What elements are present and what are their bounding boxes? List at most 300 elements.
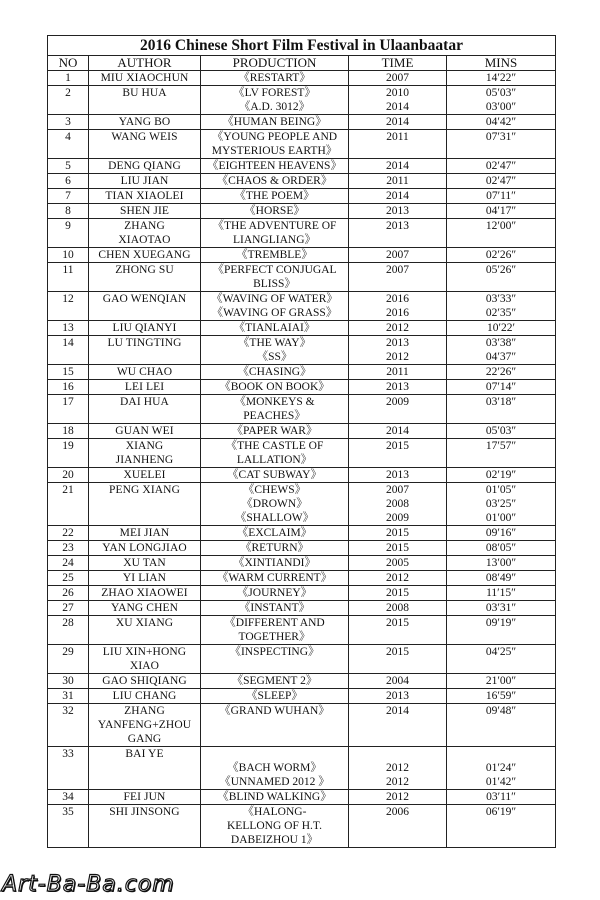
cell-time-line: 2005 <box>386 557 409 569</box>
cell-time-line: 2007 <box>386 484 409 496</box>
cell-author-line: CHEN XUEGANG <box>98 249 191 261</box>
cell-production-line: 《CHASING》 <box>237 366 312 378</box>
cell-no: 23 <box>48 541 89 556</box>
cell-no: 15 <box>48 365 89 380</box>
cell-production <box>201 204 349 219</box>
cell-production <box>201 219 349 248</box>
table-row <box>48 71 556 86</box>
cell-production-line: 《SS》 <box>256 351 293 363</box>
cell-author-line: XU XIANG <box>115 617 174 629</box>
cell-mins-line: 12′00″ <box>485 220 517 232</box>
cell-author-line: PENG XIANG <box>109 484 180 496</box>
cell-production <box>201 689 349 704</box>
cell-production-line: 《UNNAMED 2012 》 <box>219 776 330 788</box>
cell-time-line: 2015 <box>386 617 409 629</box>
table-body <box>48 71 556 848</box>
table-row <box>48 159 556 174</box>
table-row <box>48 645 556 674</box>
cell-mins <box>447 248 556 263</box>
cell-author <box>89 248 201 263</box>
cell-author <box>89 189 201 204</box>
cell-author-line: LIU QIANYI <box>112 322 177 334</box>
table-row <box>48 805 556 848</box>
cell-mins <box>447 689 556 704</box>
cell-author <box>89 805 201 848</box>
cell-time-line: 2008 <box>386 498 409 510</box>
cell-time-line: 2011 <box>386 366 409 378</box>
cell-production-line: 《BLIND WALKING》 <box>217 791 332 803</box>
cell-production <box>201 674 349 689</box>
watermark-logo: Art-Ba-Ba.com <box>2 872 175 897</box>
cell-mins-line: 04′17″ <box>485 205 517 217</box>
cell-mins-line: 05′03″ <box>485 87 517 99</box>
cell-production <box>201 747 349 790</box>
table-row <box>48 204 556 219</box>
table-row <box>48 365 556 380</box>
cell-author-line: XIANG <box>125 440 164 452</box>
cell-production-line: 《WARM CURRENT》 <box>216 572 333 584</box>
cell-production-line: 《LV FOREST》 <box>233 87 316 99</box>
cell-mins-line: 03′31″ <box>485 602 517 614</box>
cell-mins-line: 02′47″ <box>485 175 517 187</box>
table-row <box>48 263 556 292</box>
cell-author <box>89 130 201 159</box>
cell-production-line: 《THE CASTLE OF <box>225 440 324 452</box>
cell-production <box>201 248 349 263</box>
cell-mins <box>447 704 556 747</box>
cell-mins-line: 03′38″ <box>485 337 517 349</box>
cell-mins-line: 02′35″ <box>485 307 517 319</box>
table-row <box>48 292 556 321</box>
cell-time-line <box>351 747 444 761</box>
cell-production <box>201 483 349 526</box>
cell-production-line: 《INSTANT》 <box>238 602 311 614</box>
cell-production-line: 《HORSE》 <box>244 205 305 217</box>
cell-mins-line: 07′31″ <box>485 131 517 143</box>
cell-production-line: 《BOOK ON BOOK》 <box>219 381 330 393</box>
cell-production <box>201 321 349 336</box>
cell-author <box>89 556 201 571</box>
cell-author <box>89 790 201 805</box>
cell-time <box>349 292 447 321</box>
cell-mins <box>447 586 556 601</box>
cell-author-line: XIAO <box>129 660 160 672</box>
table-row <box>48 219 556 248</box>
cell-time <box>349 439 447 468</box>
cell-author-line: ZHONG SU <box>115 264 174 276</box>
cell-mins <box>447 556 556 571</box>
cell-mins <box>447 71 556 86</box>
cell-author <box>89 747 201 790</box>
cell-author <box>89 645 201 674</box>
cell-production <box>201 292 349 321</box>
cell-production <box>201 365 349 380</box>
cell-time-line: 2007 <box>386 72 409 84</box>
cell-mins <box>447 365 556 380</box>
cell-author <box>89 586 201 601</box>
cell-production <box>201 541 349 556</box>
cell-mins <box>447 115 556 130</box>
cell-time-line: 2014 <box>386 116 409 128</box>
table-row <box>48 571 556 586</box>
cell-production <box>201 790 349 805</box>
cell-mins-line: 14′22″ <box>485 72 517 84</box>
cell-time <box>349 263 447 292</box>
cell-author <box>89 571 201 586</box>
cell-time <box>349 159 447 174</box>
cell-time-line: 2015 <box>386 440 409 452</box>
cell-production-line: 《SLEEP》 <box>246 690 303 702</box>
cell-author-line: ZHANG <box>124 220 165 232</box>
table-row <box>48 468 556 483</box>
cell-no: 32 <box>48 704 89 747</box>
cell-mins-line: 03′11″ <box>486 791 516 803</box>
cell-no: 34 <box>48 790 89 805</box>
cell-production-line: DABEIZHOU 1》 <box>230 834 319 846</box>
cell-no: 8 <box>48 204 89 219</box>
cell-mins-line: 05′26″ <box>485 264 517 276</box>
cell-no: 16 <box>48 380 89 395</box>
cell-time <box>349 336 447 365</box>
cell-mins-line <box>449 747 553 761</box>
column-header-row <box>48 56 556 71</box>
cell-author <box>89 159 201 174</box>
cell-author <box>89 689 201 704</box>
cell-time <box>349 130 447 159</box>
table-row <box>48 674 556 689</box>
cell-production <box>201 601 349 616</box>
cell-no: 6 <box>48 174 89 189</box>
table-row <box>48 689 556 704</box>
cell-author-line: SHEN JIE <box>119 205 170 217</box>
cell-time <box>349 248 447 263</box>
cell-production-line: 《TREMBLE》 <box>236 249 313 261</box>
cell-mins-line: 04′37″ <box>485 351 517 363</box>
cell-time-line: 2015 <box>386 646 409 658</box>
cell-time <box>349 365 447 380</box>
cell-time <box>349 541 447 556</box>
cell-mins-line: 04′25″ <box>485 646 517 658</box>
cell-production <box>201 439 349 468</box>
cell-production <box>201 189 349 204</box>
cell-production <box>201 556 349 571</box>
cell-no: 28 <box>48 616 89 645</box>
cell-mins-line: 03′33″ <box>485 293 517 305</box>
cell-production-line: KELLONG OF H.T. <box>227 820 322 832</box>
cell-time-line: 2011 <box>386 131 409 143</box>
cell-no: 13 <box>48 321 89 336</box>
cell-author-line: YI LIAN <box>122 572 167 584</box>
cell-mins-line: 08′49″ <box>485 572 517 584</box>
cell-production-line: 《SEGMENT 2》 <box>231 675 318 687</box>
cell-time-line: 2013 <box>386 690 409 702</box>
cell-no: 2 <box>48 86 89 115</box>
cell-time <box>349 805 447 848</box>
cell-production-line: 《CAT SUBWAY》 <box>227 469 322 481</box>
cell-time <box>349 674 447 689</box>
cell-mins <box>447 526 556 541</box>
cell-time-line: 2009 <box>386 512 409 524</box>
cell-author-line: LEI LEI <box>124 381 165 393</box>
cell-mins-line: 10′22′ <box>487 322 516 334</box>
cell-production-line: 《HALONG- <box>242 806 307 818</box>
table-row <box>48 189 556 204</box>
cell-mins-line: 13′00″ <box>485 557 517 569</box>
cell-time-line: 2015 <box>386 587 409 599</box>
table-title: 2016 Chinese Short Film Festival in Ulaanbaatar <box>48 36 556 56</box>
column-header-production: PRODUCTION <box>201 56 349 71</box>
table-row <box>48 616 556 645</box>
cell-author-line: LIU CHANG <box>112 690 177 702</box>
cell-time-line: 2014 <box>386 190 409 202</box>
cell-author-line: XIAOTAO <box>118 234 171 246</box>
cell-time-line: 2012 <box>386 791 409 803</box>
cell-author-line: GUAN WEI <box>115 425 174 437</box>
cell-time <box>349 321 447 336</box>
cell-time <box>349 115 447 130</box>
cell-time-line: 2016 <box>386 307 409 319</box>
cell-production-line: MYSTERIOUS EARTH》 <box>211 145 338 157</box>
cell-author <box>89 439 201 468</box>
cell-mins-line: 07′14″ <box>485 381 517 393</box>
cell-production-line: 《YOUNG PEOPLE AND <box>211 131 338 143</box>
table-row <box>48 541 556 556</box>
cell-time-line: 2015 <box>386 527 409 539</box>
cell-author-line: XU TAN <box>123 557 166 569</box>
table-row <box>48 790 556 805</box>
cell-mins <box>447 204 556 219</box>
cell-production-line <box>203 747 346 761</box>
table-row <box>48 526 556 541</box>
cell-time-line: 2012 <box>386 776 409 788</box>
cell-no: 29 <box>48 645 89 674</box>
cell-author-line: TIAN XIAOLEI <box>105 190 184 202</box>
cell-author-line: SHI JINSONG <box>109 806 180 818</box>
cell-mins-line: 03′00″ <box>485 101 517 113</box>
cell-author-line: YAN LONGJIAO <box>102 542 187 554</box>
column-header-author: AUTHOR <box>89 56 201 71</box>
cell-production-line: 《BACH WORM》 <box>227 762 322 774</box>
table-row <box>48 336 556 365</box>
cell-production <box>201 424 349 439</box>
cell-mins-line: 01′24″ <box>485 762 517 774</box>
cell-mins <box>447 174 556 189</box>
cell-time <box>349 424 447 439</box>
cell-time-line: 2010 <box>386 87 409 99</box>
cell-author <box>89 204 201 219</box>
cell-author <box>89 292 201 321</box>
cell-mins <box>447 601 556 616</box>
cell-no: 27 <box>48 601 89 616</box>
table-row <box>48 380 556 395</box>
cell-mins-line: 02′26″ <box>485 249 517 261</box>
cell-time <box>349 86 447 115</box>
table-row <box>48 395 556 424</box>
cell-mins <box>447 468 556 483</box>
cell-time-line: 2007 <box>386 249 409 261</box>
cell-production-line: 《HUMAN BEING》 <box>222 116 327 128</box>
cell-production-line: 《WAVING OF WATER》 <box>211 293 338 305</box>
film-schedule-table <box>47 35 556 848</box>
cell-time-line: 2014 <box>386 160 409 172</box>
cell-mins <box>447 805 556 848</box>
cell-time-line: 2013 <box>386 381 409 393</box>
cell-mins-line: 21′00″ <box>485 675 517 687</box>
cell-time-line: 2013 <box>386 205 409 217</box>
cell-no: 21 <box>48 483 89 526</box>
cell-author-line: DENG QIANG <box>108 160 181 172</box>
cell-no: 10 <box>48 248 89 263</box>
table-row <box>48 704 556 747</box>
cell-mins <box>447 616 556 645</box>
table-row <box>48 747 556 790</box>
table-row <box>48 556 556 571</box>
cell-time <box>349 790 447 805</box>
cell-time <box>349 468 447 483</box>
cell-mins-line: 09′16″ <box>485 527 517 539</box>
cell-author <box>89 541 201 556</box>
cell-author-line: BU HUA <box>122 87 167 99</box>
cell-author-line: MIU XIAOCHUN <box>100 72 189 84</box>
table-row <box>48 424 556 439</box>
cell-production-line: 《THE ADVENTURE OF <box>212 220 337 232</box>
table-row <box>48 321 556 336</box>
cell-time <box>349 395 447 424</box>
cell-mins <box>447 645 556 674</box>
cell-no: 25 <box>48 571 89 586</box>
table-row <box>48 248 556 263</box>
cell-author-line: MEI JIAN <box>119 527 170 539</box>
cell-production-line: 《PERFECT CONJUGAL <box>212 264 337 276</box>
cell-author <box>89 71 201 86</box>
table-row <box>48 483 556 526</box>
cell-no: 22 <box>48 526 89 541</box>
cell-production-line: 《XINTIANDI》 <box>232 557 317 569</box>
cell-author-line: YANG BO <box>118 116 171 128</box>
cell-author <box>89 526 201 541</box>
cell-no: 14 <box>48 336 89 365</box>
cell-no: 3 <box>48 115 89 130</box>
cell-mins <box>447 380 556 395</box>
cell-time <box>349 380 447 395</box>
cell-production-line: 《TIANLAIAI》 <box>233 322 316 334</box>
cell-time-line: 2008 <box>386 602 409 614</box>
cell-author-line: LIU JIAN <box>120 175 169 187</box>
cell-time-line: 2007 <box>386 264 409 276</box>
cell-time <box>349 704 447 747</box>
table-row <box>48 174 556 189</box>
cell-time-line: 2013 <box>386 337 409 349</box>
cell-production-line: PEACHES》 <box>243 410 306 422</box>
cell-mins-line: 02′19″ <box>485 469 517 481</box>
cell-mins-line: 04′42″ <box>485 116 517 128</box>
cell-production <box>201 468 349 483</box>
cell-time <box>349 601 447 616</box>
cell-author <box>89 336 201 365</box>
cell-author-line: ZHANG <box>124 705 165 717</box>
cell-author <box>89 674 201 689</box>
cell-time <box>349 645 447 674</box>
cell-time <box>349 204 447 219</box>
cell-mins-line: 08′05″ <box>485 542 517 554</box>
cell-time <box>349 526 447 541</box>
column-header-mins: MINS <box>447 56 556 71</box>
cell-mins-line: 01′05″ <box>485 484 517 496</box>
cell-time-line: 2006 <box>386 806 409 818</box>
cell-no: 12 <box>48 292 89 321</box>
cell-production <box>201 805 349 848</box>
cell-mins <box>447 86 556 115</box>
cell-production-line: 《A.D. 3012》 <box>238 101 311 113</box>
cell-author-line: BAI YE <box>125 748 164 760</box>
cell-mins <box>447 790 556 805</box>
cell-no: 18 <box>48 424 89 439</box>
cell-production-line: 《EIGHTEEN HEAVENS》 <box>207 160 342 172</box>
cell-production <box>201 380 349 395</box>
cell-author <box>89 483 201 526</box>
cell-time-line: 2012 <box>386 762 409 774</box>
cell-production <box>201 159 349 174</box>
cell-production <box>201 395 349 424</box>
cell-mins <box>447 483 556 526</box>
cell-mins-line: 16′59″ <box>485 690 517 702</box>
cell-production-line: 《SHALLOW》 <box>234 512 315 524</box>
cell-mins-line: 01′42″ <box>485 776 517 788</box>
cell-author <box>89 263 201 292</box>
cell-time-line: 2004 <box>386 675 409 687</box>
cell-time-line: 2011 <box>386 175 409 187</box>
cell-production-line: 《THE POEM》 <box>234 190 315 202</box>
cell-time <box>349 747 447 790</box>
cell-mins <box>447 571 556 586</box>
cell-production-line: 《DIFFERENT AND <box>224 617 325 629</box>
cell-production-line: 《RETURN》 <box>240 542 309 554</box>
cell-production <box>201 571 349 586</box>
cell-production-line: TOGETHER》 <box>238 631 311 643</box>
cell-time <box>349 71 447 86</box>
cell-author <box>89 219 201 248</box>
cell-mins-line: 09′19″ <box>485 617 517 629</box>
cell-production-line: 《EXCLAIM》 <box>236 527 313 539</box>
cell-author-line: FEI JUN <box>123 791 166 803</box>
cell-mins <box>447 292 556 321</box>
cell-author-line: YANFENG+ZHOU <box>97 719 192 731</box>
cell-production-line: 《RESTART》 <box>238 72 311 84</box>
cell-no: 30 <box>48 674 89 689</box>
cell-time-line: 2014 <box>386 425 409 437</box>
cell-time-line: 2013 <box>386 220 409 232</box>
cell-author <box>89 86 201 115</box>
cell-author <box>89 380 201 395</box>
cell-author <box>89 704 201 747</box>
cell-no: 31 <box>48 689 89 704</box>
cell-production-line: 《JOURNEY》 <box>236 587 313 599</box>
cell-time <box>349 219 447 248</box>
cell-no: 1 <box>48 71 89 86</box>
cell-production <box>201 174 349 189</box>
table-row <box>48 115 556 130</box>
cell-mins-line: 09′48″ <box>485 705 517 717</box>
cell-production <box>201 71 349 86</box>
cell-no: 17 <box>48 395 89 424</box>
cell-production-line: 《INSPECTING》 <box>229 646 320 658</box>
cell-mins-line: 11′15″ <box>486 587 516 599</box>
cell-production-line: 《THE WAY》 <box>237 337 312 349</box>
cell-time-line: 2015 <box>386 542 409 554</box>
cell-mins-line: 22′26″ <box>485 366 517 378</box>
cell-production <box>201 586 349 601</box>
cell-time <box>349 556 447 571</box>
